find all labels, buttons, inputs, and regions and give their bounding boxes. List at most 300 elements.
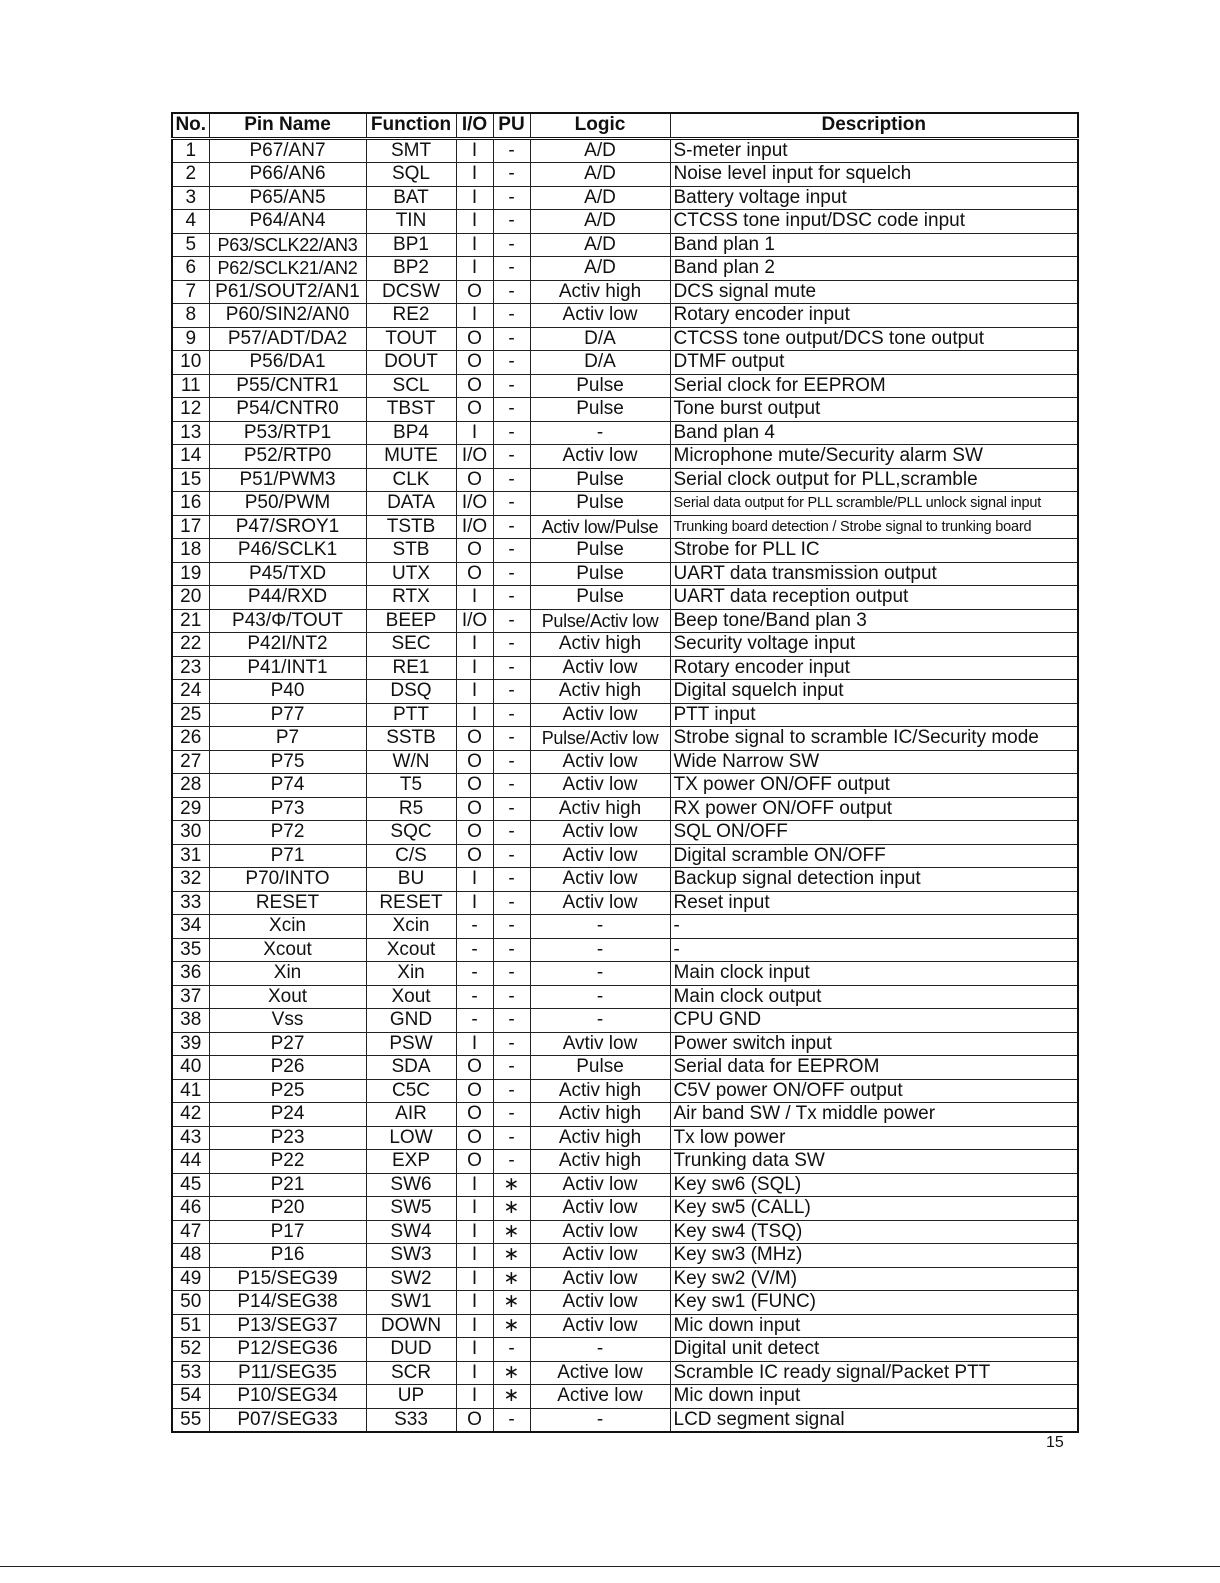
- cell-io: I: [456, 1267, 493, 1291]
- cell-no: 32: [172, 868, 209, 892]
- cell-description: Serial clock for EEPROM: [670, 374, 1078, 398]
- cell-io: I: [456, 680, 493, 704]
- cell-pu: -: [493, 445, 530, 469]
- cell-no: 49: [172, 1267, 209, 1291]
- table-row: [172, 750, 1078, 774]
- table-row: [172, 1244, 1078, 1268]
- cell-no: 34: [172, 915, 209, 939]
- cell-function: S33: [366, 1408, 456, 1432]
- table-row: [172, 797, 1078, 821]
- cell-logic: Activ low: [530, 821, 670, 845]
- cell-no: 44: [172, 1150, 209, 1174]
- cell-logic: Activ low: [530, 1197, 670, 1221]
- cell-io: O: [456, 797, 493, 821]
- cell-pin-name: P10/SEG34: [209, 1385, 366, 1409]
- cell-no: 5: [172, 233, 209, 257]
- cell-function: Xcin: [366, 915, 456, 939]
- cell-io: I: [456, 656, 493, 680]
- cell-no: 10: [172, 351, 209, 375]
- table-row: [172, 586, 1078, 610]
- table-row: [172, 1056, 1078, 1080]
- cell-io: I: [456, 1173, 493, 1197]
- cell-pu: -: [493, 1009, 530, 1033]
- table-row: [172, 891, 1078, 915]
- cell-logic: Pulse: [530, 1056, 670, 1080]
- cell-pu: -: [493, 633, 530, 657]
- cell-pin-name: P67/AN7: [209, 138, 366, 163]
- cell-pin-name: P66/AN6: [209, 163, 366, 187]
- cell-logic: Activ low: [530, 1291, 670, 1315]
- table-row: [172, 656, 1078, 680]
- cell-logic: D/A: [530, 327, 670, 351]
- cell-logic: -: [530, 1009, 670, 1033]
- pin-assignment-table: [171, 112, 1079, 1433]
- cell-io: O: [456, 280, 493, 304]
- cell-pu: -: [493, 327, 530, 351]
- cell-logic: Avtiv low: [530, 1032, 670, 1056]
- cell-description: CTCSS tone input/DSC code input: [670, 210, 1078, 234]
- cell-pu: -: [493, 468, 530, 492]
- cell-function: SW5: [366, 1197, 456, 1221]
- cell-function: UP: [366, 1385, 456, 1409]
- cell-pin-name: P12/SEG36: [209, 1338, 366, 1362]
- cell-logic: Activ high: [530, 633, 670, 657]
- cell-function: BEEP: [366, 609, 456, 633]
- cell-no: 24: [172, 680, 209, 704]
- cell-pu: ∗: [493, 1291, 530, 1315]
- cell-function: SQL: [366, 163, 456, 187]
- cell-io: I: [456, 1291, 493, 1315]
- table-row: [172, 327, 1078, 351]
- cell-io: I: [456, 1314, 493, 1338]
- cell-pin-name: P16: [209, 1244, 366, 1268]
- table-row: [172, 1291, 1078, 1315]
- cell-pu: -: [493, 703, 530, 727]
- cell-no: 6: [172, 257, 209, 281]
- cell-logic: Pulse: [530, 492, 670, 516]
- cell-pu: -: [493, 1032, 530, 1056]
- cell-pin-name: Xin: [209, 962, 366, 986]
- cell-pin-name: P51/PWM3: [209, 468, 366, 492]
- cell-function: BAT: [366, 186, 456, 210]
- cell-no: 48: [172, 1244, 209, 1268]
- table-row: [172, 492, 1078, 516]
- cell-description: Band plan 2: [670, 257, 1078, 281]
- table-row: [172, 468, 1078, 492]
- page-number: 15: [1046, 1434, 1064, 1451]
- cell-description: DTMF output: [670, 351, 1078, 375]
- cell-no: 19: [172, 562, 209, 586]
- cell-io: O: [456, 374, 493, 398]
- cell-pu: -: [493, 915, 530, 939]
- cell-pu: ∗: [493, 1220, 530, 1244]
- cell-pin-name: P73: [209, 797, 366, 821]
- cell-no: 37: [172, 985, 209, 1009]
- table-row: [172, 351, 1078, 375]
- cell-function: R5: [366, 797, 456, 821]
- cell-pu: ∗: [493, 1244, 530, 1268]
- cell-io: I: [456, 1197, 493, 1221]
- cell-logic: Activ low/Pulse: [530, 515, 670, 539]
- cell-description: Reset input: [670, 891, 1078, 915]
- cell-logic: -: [530, 962, 670, 986]
- cell-pin-name: P21: [209, 1173, 366, 1197]
- cell-logic: Activ low: [530, 868, 670, 892]
- cell-description: Serial data for EEPROM: [670, 1056, 1078, 1080]
- cell-io: -: [456, 962, 493, 986]
- header-logic: Logic: [530, 113, 670, 138]
- cell-io: I: [456, 186, 493, 210]
- cell-pin-name: P43/Φ/TOUT: [209, 609, 366, 633]
- cell-no: 40: [172, 1056, 209, 1080]
- cell-pin-name: P7: [209, 727, 366, 751]
- cell-pin-name: P72: [209, 821, 366, 845]
- cell-no: 3: [172, 186, 209, 210]
- cell-logic: Activ high: [530, 797, 670, 821]
- cell-description: Strobe for PLL IC: [670, 539, 1078, 563]
- cell-pu: -: [493, 492, 530, 516]
- cell-description: Security voltage input: [670, 633, 1078, 657]
- cell-pu: -: [493, 609, 530, 633]
- cell-description: C5V power ON/OFF output: [670, 1079, 1078, 1103]
- cell-logic: Activ low: [530, 844, 670, 868]
- table-row: [172, 1126, 1078, 1150]
- cell-no: 46: [172, 1197, 209, 1221]
- header-no: No.: [172, 113, 209, 138]
- cell-description: RX power ON/OFF output: [670, 797, 1078, 821]
- cell-description: Rotary encoder input: [670, 304, 1078, 328]
- cell-pu: -: [493, 210, 530, 234]
- cell-description: Battery voltage input: [670, 186, 1078, 210]
- cell-pin-name: P14/SEG38: [209, 1291, 366, 1315]
- table-row: [172, 421, 1078, 445]
- cell-function: AIR: [366, 1103, 456, 1127]
- cell-function: STB: [366, 539, 456, 563]
- cell-pin-name: P53/RTP1: [209, 421, 366, 445]
- cell-description: Serial data output for PLL scramble/PLL unlock signal input: [670, 492, 1078, 516]
- cell-io: I: [456, 633, 493, 657]
- cell-pin-name: P20: [209, 1197, 366, 1221]
- cell-pin-name: P42I/NT2: [209, 633, 366, 657]
- cell-pin-name: P74: [209, 774, 366, 798]
- cell-description: -: [670, 915, 1078, 939]
- cell-pu: -: [493, 1103, 530, 1127]
- cell-no: 52: [172, 1338, 209, 1362]
- table-row: [172, 1267, 1078, 1291]
- cell-pin-name: P07/SEG33: [209, 1408, 366, 1432]
- cell-pu: -: [493, 656, 530, 680]
- table-row: [172, 515, 1078, 539]
- cell-pu: -: [493, 539, 530, 563]
- cell-description: Strobe signal to scramble IC/Security mode: [670, 727, 1078, 751]
- cell-description: Key sw2 (V/M): [670, 1267, 1078, 1291]
- cell-logic: -: [530, 421, 670, 445]
- cell-io: I: [456, 421, 493, 445]
- table-row: [172, 962, 1078, 986]
- cell-pu: ∗: [493, 1385, 530, 1409]
- cell-logic: A/D: [530, 257, 670, 281]
- table-row: [172, 985, 1078, 1009]
- cell-pin-name: P64/AN4: [209, 210, 366, 234]
- cell-logic: A/D: [530, 163, 670, 187]
- cell-logic: -: [530, 1338, 670, 1362]
- cell-function: BP2: [366, 257, 456, 281]
- cell-pu: ∗: [493, 1173, 530, 1197]
- cell-logic: Pulse/Activ low: [530, 609, 670, 633]
- cell-no: 4: [172, 210, 209, 234]
- cell-logic: Pulse: [530, 374, 670, 398]
- cell-io: I: [456, 586, 493, 610]
- table-row: [172, 374, 1078, 398]
- cell-io: I: [456, 1361, 493, 1385]
- cell-logic: Pulse/Activ low: [530, 727, 670, 751]
- cell-description: Scramble IC ready signal/Packet PTT: [670, 1361, 1078, 1385]
- cell-description: Key sw1 (FUNC): [670, 1291, 1078, 1315]
- cell-io: I: [456, 304, 493, 328]
- cell-no: 27: [172, 750, 209, 774]
- cell-function: SDA: [366, 1056, 456, 1080]
- cell-description: Key sw4 (TSQ): [670, 1220, 1078, 1244]
- cell-function: SW3: [366, 1244, 456, 1268]
- cell-function: C5C: [366, 1079, 456, 1103]
- cell-io: O: [456, 398, 493, 422]
- cell-logic: D/A: [530, 351, 670, 375]
- cell-pu: -: [493, 351, 530, 375]
- cell-pin-name: P27: [209, 1032, 366, 1056]
- cell-no: 29: [172, 797, 209, 821]
- cell-logic: Activ low: [530, 703, 670, 727]
- cell-description: S-meter input: [670, 138, 1078, 163]
- cell-description: LCD segment signal: [670, 1408, 1078, 1432]
- table-row: [172, 1314, 1078, 1338]
- cell-no: 39: [172, 1032, 209, 1056]
- cell-no: 50: [172, 1291, 209, 1315]
- header-io: I/O: [456, 113, 493, 138]
- cell-no: 1: [172, 138, 209, 163]
- cell-io: O: [456, 539, 493, 563]
- cell-pu: -: [493, 750, 530, 774]
- cell-description: Noise level input for squelch: [670, 163, 1078, 187]
- cell-io: O: [456, 562, 493, 586]
- cell-no: 55: [172, 1408, 209, 1432]
- cell-description: Backup signal detection input: [670, 868, 1078, 892]
- table-row: [172, 1103, 1078, 1127]
- table-row: [172, 1408, 1078, 1432]
- cell-pin-name: P70/INTO: [209, 868, 366, 892]
- table-row: [172, 868, 1078, 892]
- table-row: [172, 1361, 1078, 1385]
- cell-no: 30: [172, 821, 209, 845]
- cell-io: I: [456, 138, 493, 163]
- cell-function: SMT: [366, 138, 456, 163]
- cell-pu: -: [493, 1150, 530, 1174]
- cell-pu: -: [493, 233, 530, 257]
- table-row: [172, 304, 1078, 328]
- cell-io: O: [456, 1056, 493, 1080]
- cell-no: 14: [172, 445, 209, 469]
- cell-pu: -: [493, 374, 530, 398]
- cell-io: I: [456, 868, 493, 892]
- cell-pu: -: [493, 774, 530, 798]
- cell-description: CPU GND: [670, 1009, 1078, 1033]
- table-row: [172, 210, 1078, 234]
- cell-description: Digital scramble ON/OFF: [670, 844, 1078, 868]
- cell-pin-name: P17: [209, 1220, 366, 1244]
- table-row: [172, 562, 1078, 586]
- cell-pin-name: P25: [209, 1079, 366, 1103]
- cell-function: RESET: [366, 891, 456, 915]
- cell-logic: Activ low: [530, 1267, 670, 1291]
- cell-io: O: [456, 1079, 493, 1103]
- cell-logic: Activ high: [530, 280, 670, 304]
- cell-pu: -: [493, 938, 530, 962]
- cell-pin-name: Xcout: [209, 938, 366, 962]
- cell-pin-name: P61/SOUT2/AN1: [209, 280, 366, 304]
- cell-function: GND: [366, 1009, 456, 1033]
- table-row: [172, 539, 1078, 563]
- cell-io: I: [456, 1338, 493, 1362]
- cell-pu: -: [493, 163, 530, 187]
- cell-description: Band plan 4: [670, 421, 1078, 445]
- cell-function: W/N: [366, 750, 456, 774]
- cell-function: DCSW: [366, 280, 456, 304]
- cell-io: I: [456, 1244, 493, 1268]
- cell-pu: -: [493, 421, 530, 445]
- cell-no: 21: [172, 609, 209, 633]
- table-row: [172, 1009, 1078, 1033]
- cell-function: CLK: [366, 468, 456, 492]
- cell-pin-name: P50/PWM: [209, 492, 366, 516]
- table-row: [172, 844, 1078, 868]
- cell-no: 35: [172, 938, 209, 962]
- cell-logic: Activ low: [530, 750, 670, 774]
- cell-io: I: [456, 210, 493, 234]
- cell-pin-name: P65/AN5: [209, 186, 366, 210]
- table-row: [172, 703, 1078, 727]
- cell-function: LOW: [366, 1126, 456, 1150]
- table-header-row: [172, 113, 1078, 138]
- cell-pin-name: P77: [209, 703, 366, 727]
- cell-function: TSTB: [366, 515, 456, 539]
- cell-pin-name: P46/SCLK1: [209, 539, 366, 563]
- cell-description: Key sw6 (SQL): [670, 1173, 1078, 1197]
- cell-pu: ∗: [493, 1314, 530, 1338]
- cell-pin-name: P45/TXD: [209, 562, 366, 586]
- cell-description: Serial clock output for PLL,scramble: [670, 468, 1078, 492]
- table-row: [172, 915, 1078, 939]
- cell-io: -: [456, 915, 493, 939]
- cell-description: Rotary encoder input: [670, 656, 1078, 680]
- cell-io: I/O: [456, 445, 493, 469]
- cell-description: TX power ON/OFF output: [670, 774, 1078, 798]
- cell-function: RE1: [366, 656, 456, 680]
- cell-description: Power switch input: [670, 1032, 1078, 1056]
- header-pin-name: Pin Name: [209, 113, 366, 138]
- cell-pu: -: [493, 891, 530, 915]
- cell-no: 47: [172, 1220, 209, 1244]
- cell-pin-name: Vss: [209, 1009, 366, 1033]
- cell-io: -: [456, 1009, 493, 1033]
- cell-function: TBST: [366, 398, 456, 422]
- cell-description: CTCSS tone output/DCS tone output: [670, 327, 1078, 351]
- cell-function: SW2: [366, 1267, 456, 1291]
- cell-no: 31: [172, 844, 209, 868]
- cell-logic: -: [530, 938, 670, 962]
- cell-io: I/O: [456, 515, 493, 539]
- cell-description: SQL ON/OFF: [670, 821, 1078, 845]
- cell-description: Trunking data SW: [670, 1150, 1078, 1174]
- cell-pu: -: [493, 138, 530, 163]
- cell-function: UTX: [366, 562, 456, 586]
- cell-pu: -: [493, 868, 530, 892]
- cell-no: 11: [172, 374, 209, 398]
- cell-function: SQC: [366, 821, 456, 845]
- cell-pin-name: P24: [209, 1103, 366, 1127]
- cell-function: MUTE: [366, 445, 456, 469]
- table-row: [172, 821, 1078, 845]
- cell-logic: Activ low: [530, 1244, 670, 1268]
- cell-io: O: [456, 844, 493, 868]
- bottom-divider: [0, 1566, 1220, 1567]
- cell-description: Digital squelch input: [670, 680, 1078, 704]
- cell-io: O: [456, 351, 493, 375]
- cell-pin-name: P62/SCLK21/AN2: [209, 257, 366, 281]
- cell-logic: Activ low: [530, 1173, 670, 1197]
- cell-function: BP4: [366, 421, 456, 445]
- cell-logic: Pulse: [530, 468, 670, 492]
- cell-logic: Activ high: [530, 1150, 670, 1174]
- cell-logic: Active low: [530, 1361, 670, 1385]
- cell-function: T5: [366, 774, 456, 798]
- cell-function: DOUT: [366, 351, 456, 375]
- cell-function: DATA: [366, 492, 456, 516]
- cell-pu: -: [493, 186, 530, 210]
- cell-pin-name: RESET: [209, 891, 366, 915]
- cell-no: 12: [172, 398, 209, 422]
- cell-pin-name: P22: [209, 1150, 366, 1174]
- table-row: [172, 774, 1078, 798]
- cell-io: O: [456, 1150, 493, 1174]
- cell-no: 26: [172, 727, 209, 751]
- cell-pu: ∗: [493, 1197, 530, 1221]
- cell-pin-name: P56/DA1: [209, 351, 366, 375]
- cell-io: O: [456, 327, 493, 351]
- cell-pu: -: [493, 280, 530, 304]
- cell-no: 36: [172, 962, 209, 986]
- cell-no: 2: [172, 163, 209, 187]
- cell-description: Band plan 1: [670, 233, 1078, 257]
- table-row: [172, 186, 1078, 210]
- cell-logic: A/D: [530, 210, 670, 234]
- cell-pu: -: [493, 1338, 530, 1362]
- cell-io: I: [456, 703, 493, 727]
- cell-function: SCL: [366, 374, 456, 398]
- cell-no: 33: [172, 891, 209, 915]
- cell-pin-name: P60/SIN2/AN0: [209, 304, 366, 328]
- table-row: [172, 609, 1078, 633]
- cell-function: SSTB: [366, 727, 456, 751]
- cell-pu: -: [493, 821, 530, 845]
- cell-function: Xin: [366, 962, 456, 986]
- cell-function: C/S: [366, 844, 456, 868]
- table-row: [172, 1150, 1078, 1174]
- cell-description: UART data reception output: [670, 586, 1078, 610]
- cell-io: I: [456, 1385, 493, 1409]
- cell-pin-name: P63/SCLK22/AN3: [209, 233, 366, 257]
- cell-io: I/O: [456, 609, 493, 633]
- cell-logic: Activ low: [530, 304, 670, 328]
- table-row: [172, 233, 1078, 257]
